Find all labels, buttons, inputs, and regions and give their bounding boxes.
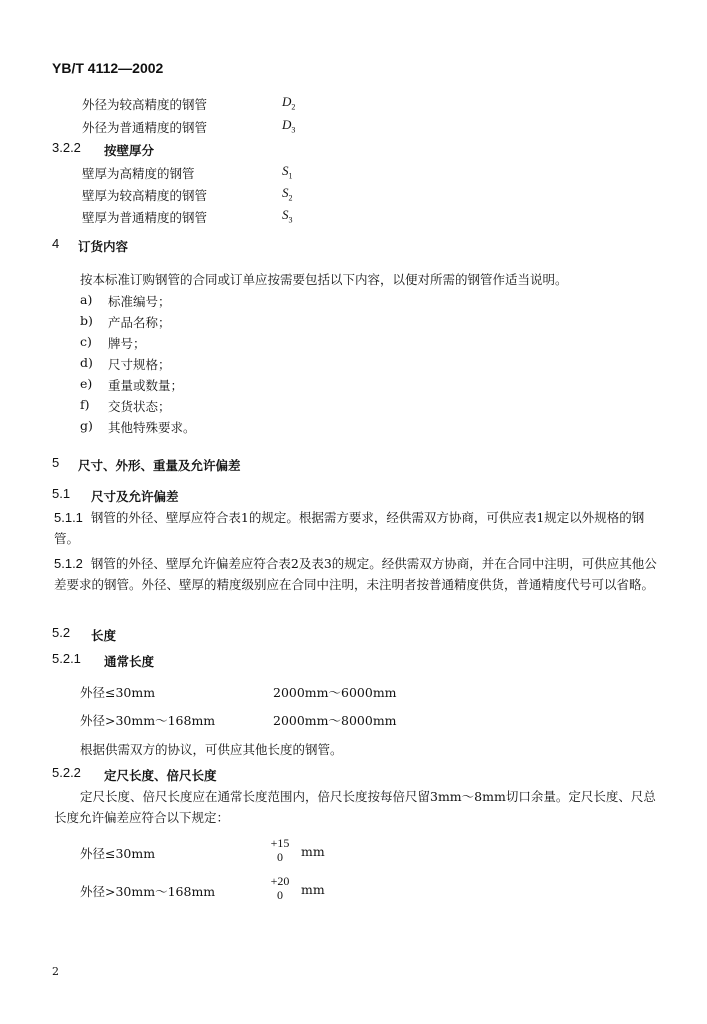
section-number: 5.2.2 [52, 765, 81, 780]
length-label: 外径≤30mm [80, 685, 156, 700]
tolerance-lower: 0 [277, 850, 283, 864]
list-item: 牌号； [108, 336, 146, 351]
list-item: 壁厚为普通精度的钢管 [82, 210, 208, 225]
list-item: 标准编号； [108, 294, 171, 309]
symbol-s3: $S_3$ [282, 207, 293, 225]
paragraph-5-1-2 [54, 553, 664, 595]
section-title: 订货内容 [78, 239, 129, 254]
section-number: 5 [52, 455, 60, 470]
length-label: 外径>30mm～168mm [80, 713, 216, 728]
section-number: 4 [52, 236, 60, 251]
symbol-d2: $D_2$ [282, 94, 296, 112]
list-marker: a) [80, 292, 93, 307]
section-number: 5.2.1 [52, 651, 81, 666]
list-item: 产品名称； [108, 315, 171, 330]
section-title: 长度 [91, 628, 117, 643]
list-marker: f) [80, 397, 90, 412]
list-item: 交货状态； [108, 399, 171, 414]
list-item: 尺寸规格； [108, 357, 171, 372]
list-marker: c) [80, 334, 92, 349]
symbol-d3: $D_3$ [282, 117, 296, 135]
tolerance-upper: +15 [270, 836, 290, 850]
paragraph: 按本标准订购钢管的合同或订单应按需要包括以下内容，以便对所需的钢管作适当说明。 [80, 272, 568, 287]
list-item: 外径为普通精度的钢管 [82, 120, 208, 135]
list-item: 外径为较高精度的钢管 [82, 97, 208, 112]
tolerance-unit: mm [301, 844, 325, 859]
length-value: 2000mm～6000mm [273, 685, 397, 700]
list-item: 重量或数量； [108, 378, 184, 393]
clause-text: 钢管的外径、壁厚允许偏差应符合表2及表3的规定。经供需双方协商，并在合同中注明，可供应其他公差要求的钢管。外径、壁厚的精度级别应在合同中注明，未注明者按普通精度供货，普通精度代号可以省略。 [54, 556, 657, 592]
tolerance-label: 外径≤30mm [80, 846, 156, 861]
list-item: 壁厚为较高精度的钢管 [82, 188, 208, 203]
section-title: 按壁厚分 [104, 143, 155, 158]
list-marker: e) [80, 376, 93, 391]
paragraph-5-2-2 [54, 786, 664, 828]
list-marker: g) [80, 418, 93, 433]
page-number: 2 [52, 965, 59, 978]
list-item: 壁厚为高精度的钢管 [82, 166, 195, 181]
section-number: 5.1 [52, 486, 71, 501]
tolerance-lower: 0 [277, 888, 283, 902]
clause-number: 5.1.2 [54, 556, 83, 571]
section-title: 通常长度 [104, 654, 155, 669]
length-value: 2000mm～8000mm [273, 713, 397, 728]
section-title: 尺寸、外形、重量及允许偏差 [78, 458, 241, 473]
section-number: 5.2 [52, 625, 71, 640]
clause-number: 5.1.1 [54, 510, 83, 525]
symbol-s2: $S_2$ [282, 185, 293, 203]
list-marker: d) [80, 355, 93, 370]
list-marker: b) [80, 313, 93, 328]
paragraph: 根据供需双方的协议，可供应其他长度的钢管。 [80, 742, 343, 757]
symbol-s1: $S_1$ [282, 163, 293, 181]
tolerance-label: 外径>30mm～168mm [80, 884, 216, 899]
clause-text: 钢管的外径、壁厚应符合表1的规定。根据需方要求，经供需双方协商，可供应表1规定以外规格的钢管。 [54, 510, 645, 546]
clause-text: 定尺长度、倍尺长度应在通常长度范围内，倍尺长度按每倍尺留3mm～8mm切口余量。定尺长度、尺总长度允许偏差应符合以下规定： [54, 789, 656, 825]
tolerance-unit: mm [301, 882, 325, 897]
section-title: 定尺长度、倍尺长度 [104, 768, 217, 783]
paragraph-5-1-1 [54, 507, 664, 549]
section-number: 3.2.2 [52, 140, 81, 155]
list-item: 其他特殊要求。 [108, 420, 196, 435]
tolerance-upper: +20 [270, 874, 290, 888]
section-title: 尺寸及允许偏差 [91, 489, 179, 504]
standard-code: YB/T 4112—2002 [52, 60, 164, 76]
